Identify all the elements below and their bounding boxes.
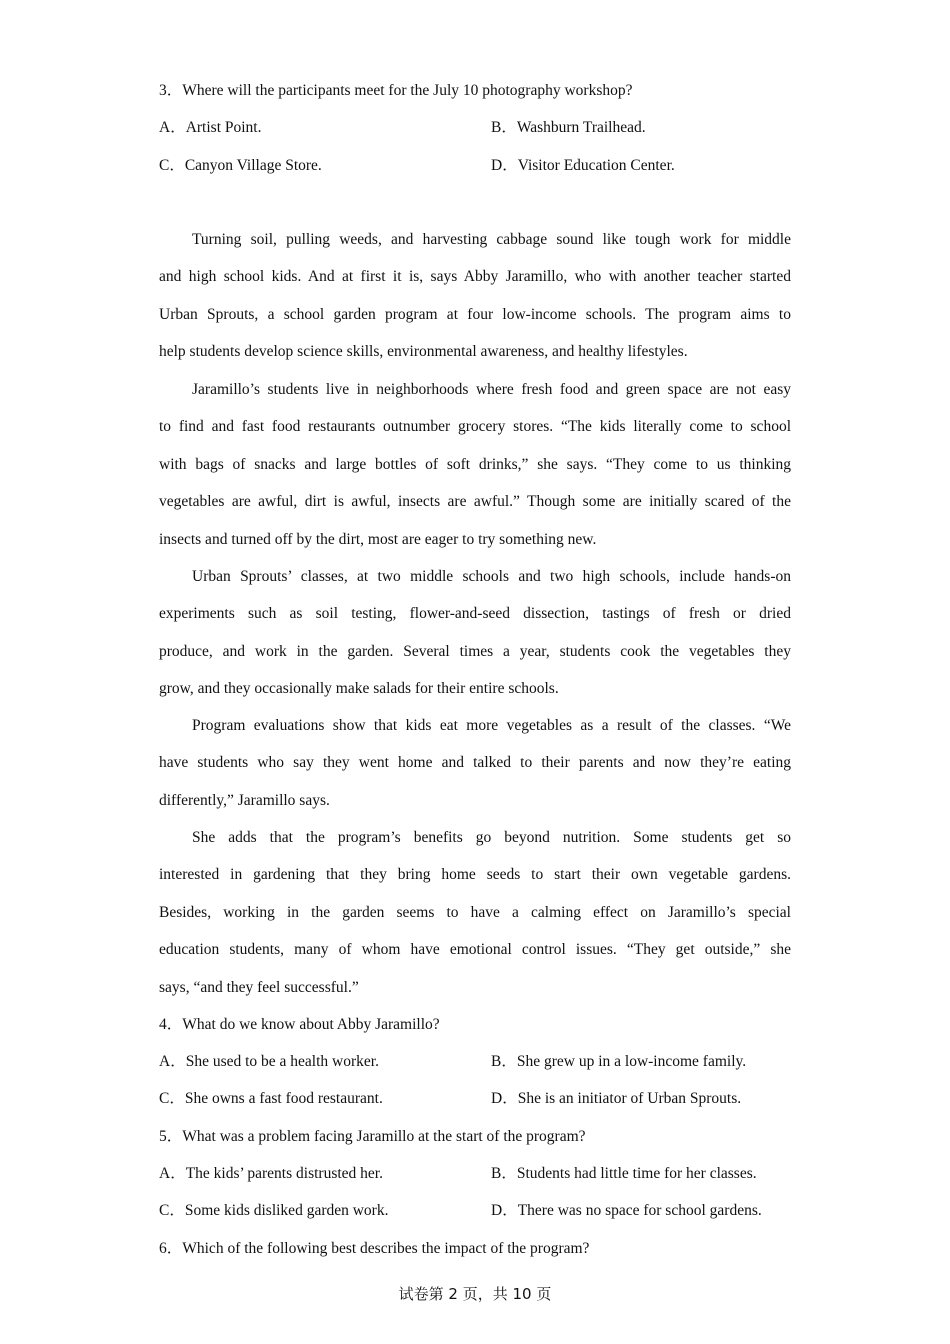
- question-3-option-d: D．Visitor Education Center.: [491, 157, 675, 174]
- passage-line: experiments such as soil testing, flower-and-seed dissection, tastings of fresh or dried: [159, 605, 791, 623]
- passage-line: and high school kids. And at first it is, says Abby Jaramillo, who with another teacher started: [159, 268, 791, 286]
- passage-line: Program evaluations show that kids eat more vegetables as a result of the classes. “We: [192, 717, 791, 734]
- passage-line: Jaramillo’s students live in neighborhoods where fresh food and green space are not easy: [192, 381, 791, 398]
- passage-line: education students, many of whom have emotional control issues. “They get outside,” she: [159, 941, 791, 959]
- question-4-option-c: C．She owns a fast food restaurant.: [159, 1090, 383, 1107]
- question-4-option-b: B．She grew up in a low-income family.: [491, 1053, 747, 1070]
- passage-line: She adds that the program’s benefits go beyond nutrition. Some students get so: [192, 829, 791, 846]
- passage-line: insects and turned off by the dirt, most are eager to try something new.: [159, 530, 597, 548]
- passage-line: grow, and they occasionally make salads for their entire schools.: [159, 680, 559, 698]
- passage-line: says, “and they feel successful.”: [159, 978, 359, 996]
- passage-paragraph-4: [159, 716, 791, 828]
- question-3-stem: 3．Where will the participants meet for the July 10 photography workshop?: [159, 82, 633, 99]
- question-5-stem: 5．What was a problem facing Jaramillo at the start of the program?: [159, 1128, 586, 1145]
- passage-line: produce, and work in the garden. Several times a year, students cook the vegetables they: [159, 642, 791, 660]
- passage-line: Urban Sprouts, a school garden program at four low-income schools. The program aims to: [159, 305, 791, 323]
- question-5-option-d: D．There was no space for school gardens.: [491, 1202, 762, 1219]
- question-5-option-a: A．The kids’ parents distrusted her.: [159, 1165, 383, 1182]
- question-3-option-b: B．Washburn Trailhead.: [491, 119, 646, 136]
- passage-line: to find and fast food restaurants outnumber grocery stores. “The kids literally come to school: [159, 418, 791, 436]
- passage-line: with bags of snacks and large bottles of soft drinks,” she says. “They come to us thinking: [159, 455, 791, 473]
- passage-line: interested in gardening that they bring home seeds to start their own vegetable gardens.: [159, 866, 791, 884]
- page-footer: 试卷第 2 页，共 10 页: [398, 1285, 552, 1303]
- question-4-option-d: D．She is an initiator of Urban Sprouts.: [491, 1090, 742, 1107]
- passage-line: differently,” Jaramillo says.: [159, 791, 330, 809]
- question-5-option-c: C．Some kids disliked garden work.: [159, 1202, 389, 1219]
- passage-paragraph-3: [159, 567, 791, 717]
- passage-paragraph-1: [159, 230, 791, 380]
- question-3-option-a: A．Artist Point.: [159, 119, 262, 136]
- passage-paragraph-5: [159, 828, 791, 1015]
- passage-line: vegetables are awful, dirt is awful, insects are awful.” Though some are initially scared of the: [159, 493, 791, 511]
- passage-line: Urban Sprouts’ classes, at two middle schools and two high schools, include hands-on: [192, 568, 791, 585]
- passage-paragraph-2: [159, 380, 791, 567]
- passage-line: have students who say they went home and talked to their parents and now they’re eating: [159, 754, 791, 772]
- question-4-stem: 4．What do we know about Abby Jaramillo?: [159, 1016, 440, 1033]
- passage-line: Besides, working in the garden seems to have a calming effect on Jaramillo’s special: [159, 903, 791, 921]
- question-6-stem: 6．Which of the following best describes the impact of the program?: [159, 1240, 590, 1257]
- question-5-option-b: B．Students had little time for her classes.: [491, 1165, 757, 1182]
- question-3-option-c: C．Canyon Village Store.: [159, 157, 322, 174]
- question-4-option-a: A．She used to be a health worker.: [159, 1053, 379, 1070]
- passage-line: help students develop science skills, environmental awareness, and healthy lifestyles.: [159, 343, 688, 361]
- passage-line: Turning soil, pulling weeds, and harvesting cabbage sound like tough work for middle: [192, 231, 791, 248]
